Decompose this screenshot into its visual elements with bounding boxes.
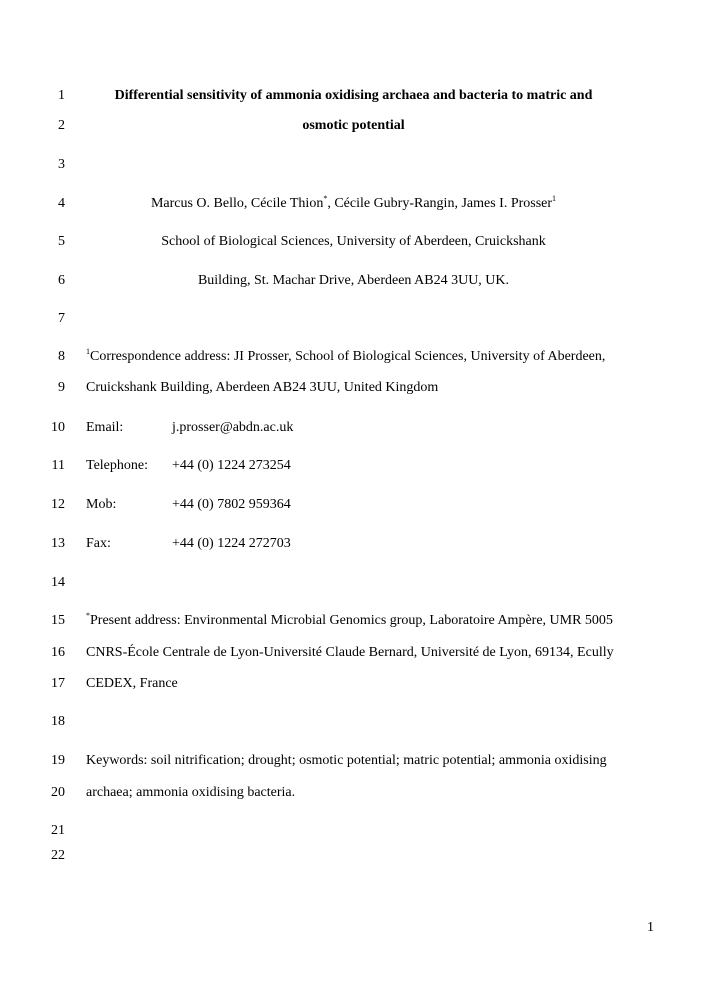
line-number: 21: [51, 823, 65, 838]
line-number: 20: [51, 785, 65, 800]
line-number: 17: [51, 676, 65, 691]
line-number: 6: [58, 273, 65, 288]
keywords-line-2: archaea; ammonia oxidising bacteria.: [86, 785, 296, 800]
page-number: 1: [647, 920, 654, 935]
contact-fax: [86, 535, 291, 553]
keywords-line-1: Keywords: soil nitrification; drought; osmotic potential; matric potential; ammonia oxidising: [86, 753, 607, 768]
present-address-mark: *: [323, 194, 328, 203]
line-number: 4: [58, 196, 65, 211]
title-line-1: Differential sensitivity of ammonia oxidising archaea and bacteria to matric and: [114, 88, 593, 103]
line-number: 18: [51, 714, 65, 729]
correspondence-line-1: [86, 348, 605, 366]
author-group-2: , Cécile Gubry-Rangin, James I. Prosser: [327, 196, 553, 211]
email-value[interactable]: j.prosser@abdn.ac.uk: [172, 420, 294, 435]
title-line-2: osmotic potential: [302, 118, 405, 133]
line-number: 11: [51, 458, 65, 473]
contact-label: Mob:: [86, 497, 117, 512]
contact-mobile: [86, 496, 291, 514]
present-address-line-3: CEDEX, France: [86, 676, 178, 691]
line-number: 9: [58, 380, 65, 395]
line-number: 3: [58, 157, 65, 172]
affiliation-line-2: Building, St. Machar Drive, Aberdeen AB24 3UU, UK.: [197, 273, 510, 288]
contact-telephone: [86, 457, 291, 475]
present-address-line-2: CNRS-École Centrale de Lyon-Université Claude Bernard, Université de Lyon, 69134, Ecully: [86, 645, 614, 660]
authors: [86, 195, 621, 213]
correspondence-text: Correspondence address: JI Prosser, School of Biological Sciences, University of Aberdeen,: [90, 349, 606, 364]
mobile-value: +44 (0) 7802 959364: [172, 497, 291, 512]
footnote-mark: *: [86, 611, 90, 620]
correspondence-line-2: Cruickshank Building, Aberdeen AB24 3UU, United Kingdom: [86, 380, 439, 395]
line-number: 19: [51, 753, 65, 768]
line-number: 22: [51, 848, 65, 863]
line-number: 14: [51, 575, 65, 590]
correspondence-mark: 1: [552, 194, 557, 203]
line-number: 5: [58, 234, 65, 249]
author-group-1: Marcus O. Bello, Cécile Thion: [150, 196, 324, 211]
contact-email: [86, 419, 293, 437]
contact-label: Telephone:: [86, 458, 148, 473]
contact-label: Email:: [86, 420, 124, 435]
fax-value: +44 (0) 1224 272703: [172, 536, 291, 551]
line-number: 10: [51, 420, 65, 435]
line-number: 2: [58, 118, 65, 133]
telephone-value: +44 (0) 1224 273254: [172, 458, 291, 473]
line-number: 8: [58, 349, 65, 364]
line-number: 16: [51, 645, 65, 660]
line-number: 15: [51, 613, 65, 628]
line-number: 1: [58, 88, 65, 103]
contact-label: Fax:: [86, 536, 111, 551]
line-number: 13: [51, 536, 65, 551]
footnote-mark: 1: [86, 347, 90, 356]
affiliation-line-1: School of Biological Sciences, University of Aberdeen, Cruickshank: [161, 234, 546, 249]
present-address-text: Present address: Environmental Microbial Genomics group, Laboratoire Ampère, UMR 5005: [90, 613, 613, 628]
present-address-line-1: [86, 612, 613, 630]
line-number: 12: [51, 497, 65, 512]
line-number: 7: [58, 311, 65, 326]
